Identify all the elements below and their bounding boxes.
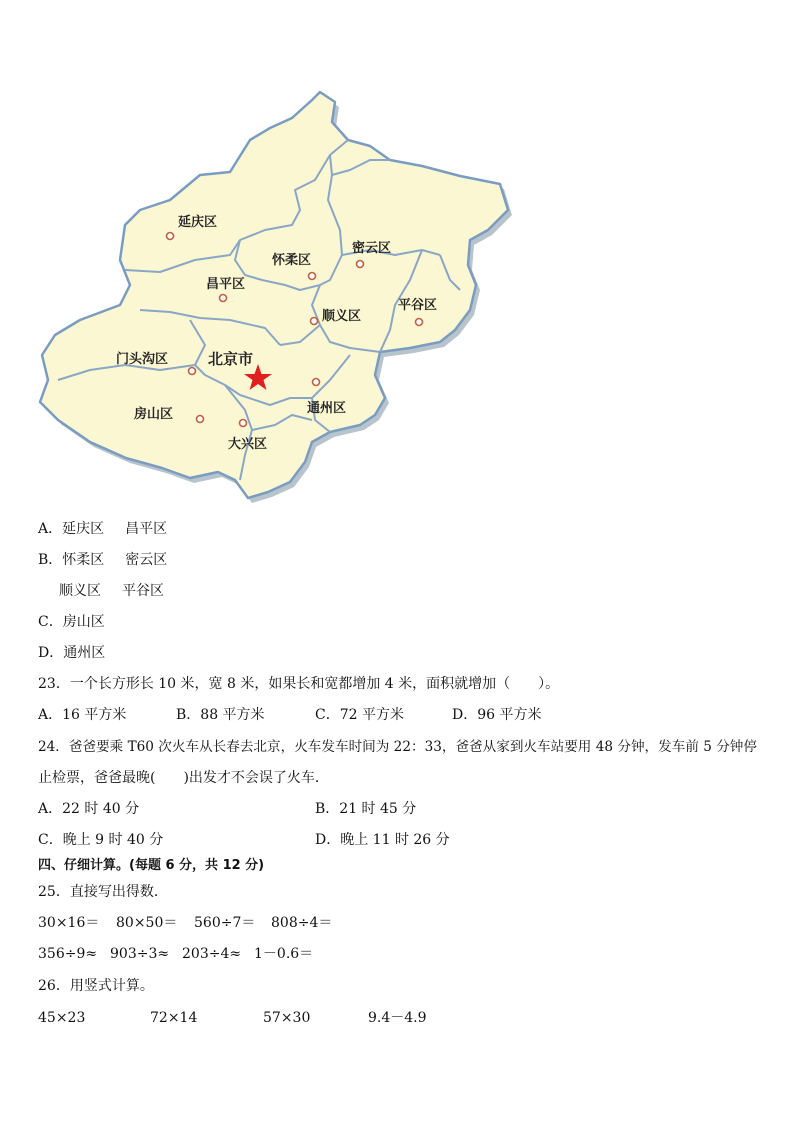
marker-tongzhou	[313, 379, 320, 386]
map-outline	[40, 92, 508, 498]
q25-item: 203÷4≈	[182, 946, 242, 962]
q22-option-c	[38, 613, 105, 631]
q24-option-b: B．21 时 45 分	[315, 801, 417, 817]
label-miyun: 密云区	[352, 241, 392, 256]
q25-item: 903÷3≈	[110, 946, 170, 962]
q24-option-c: C．晚上 9 时 40 分	[38, 832, 164, 848]
q24-stem-line2: 止检票，爸爸最晚( )出发才不会误了火车．	[38, 770, 329, 786]
marker-mentougou	[189, 368, 196, 375]
q26-item: 57×30	[263, 1010, 311, 1026]
marker-yanqing	[167, 233, 174, 240]
label-tongzhou: 通州区	[307, 401, 347, 416]
q23-option-b: B．88 平方米	[176, 707, 265, 723]
option-text: 通州区	[63, 645, 106, 661]
q22-option-b-cont	[59, 582, 164, 600]
q25-item: 808÷4＝	[271, 915, 333, 931]
q24-option-d: D．晚上 11 时 26 分	[315, 832, 450, 848]
q26-item: 72×14	[150, 1010, 198, 1026]
option-text: 昌平区	[125, 521, 168, 537]
q25-item: 30×16＝	[38, 915, 100, 931]
option-text: 延庆区	[62, 521, 105, 537]
q23-option-d: D．96 平方米	[452, 707, 542, 723]
label-pinggu: 平谷区	[398, 298, 438, 313]
option-text: 房山区	[62, 614, 105, 630]
q23-option-a: A．16 平方米	[38, 707, 127, 723]
label-changping: 昌平区	[206, 277, 246, 292]
label-mentougou: 门头沟区	[116, 352, 169, 367]
marker-fangshan	[197, 416, 204, 423]
q25-stem: 25．直接写出得数．	[38, 884, 168, 900]
marker-shunyi	[311, 318, 318, 325]
q25-item: 80×50＝	[116, 915, 178, 931]
marker-miyun	[357, 261, 364, 268]
q26-item: 9.4－4.9	[368, 1010, 427, 1026]
label-daxing: 大兴区	[228, 437, 268, 452]
q22-option-b	[38, 551, 167, 569]
q23-stem: 23．一个长方形长 10 米，宽 8 米，如果长和宽都增加 4 米，面积就增加（ ）。	[38, 676, 560, 692]
q24-stem-line1: 24．爸爸要乘 T60 次火车从长春去北京，火车发车时间为 22：33，爸爸从家到火车站要用 48 分钟，发车前 5 分钟停	[38, 739, 757, 755]
label-shunyi: 顺义区	[322, 309, 362, 324]
q22-option-d	[38, 644, 105, 662]
marker-daxing	[240, 420, 247, 427]
q26-stem: 26．用竖式计算。	[38, 978, 154, 994]
marker-changping	[220, 295, 227, 302]
label-yanqing: 延庆区	[178, 215, 218, 230]
option-text: 顺义区	[59, 583, 101, 599]
marker-huairou	[309, 273, 316, 280]
q23-option-c: C．72 平方米	[315, 707, 404, 723]
option-text: 平谷区	[122, 583, 164, 599]
option-text: 怀柔区	[62, 552, 105, 568]
option-letter: B．	[38, 552, 63, 568]
option-text: 密云区	[125, 552, 168, 568]
q26-item: 45×23	[38, 1010, 86, 1026]
q22-option-a	[38, 520, 167, 538]
label-fangshan: 房山区	[134, 407, 174, 422]
marker-pinggu	[416, 319, 423, 326]
q25-item: 356÷9≈	[38, 946, 98, 962]
q25-item: 560÷7＝	[194, 915, 256, 931]
option-letter: D．	[38, 645, 64, 661]
q25-item: 1－0.6＝	[254, 946, 314, 962]
option-letter: A．	[38, 521, 63, 537]
beijing-district-map	[30, 80, 520, 510]
section-4-heading: 四、仔细计算。(每题 6 分，共 12 分)	[38, 858, 265, 873]
label-huairou: 怀柔区	[272, 253, 312, 268]
label-beijing: 北京市	[208, 350, 254, 368]
q24-option-a: A．22 时 40 分	[38, 801, 140, 817]
option-letter: C．	[38, 614, 63, 630]
